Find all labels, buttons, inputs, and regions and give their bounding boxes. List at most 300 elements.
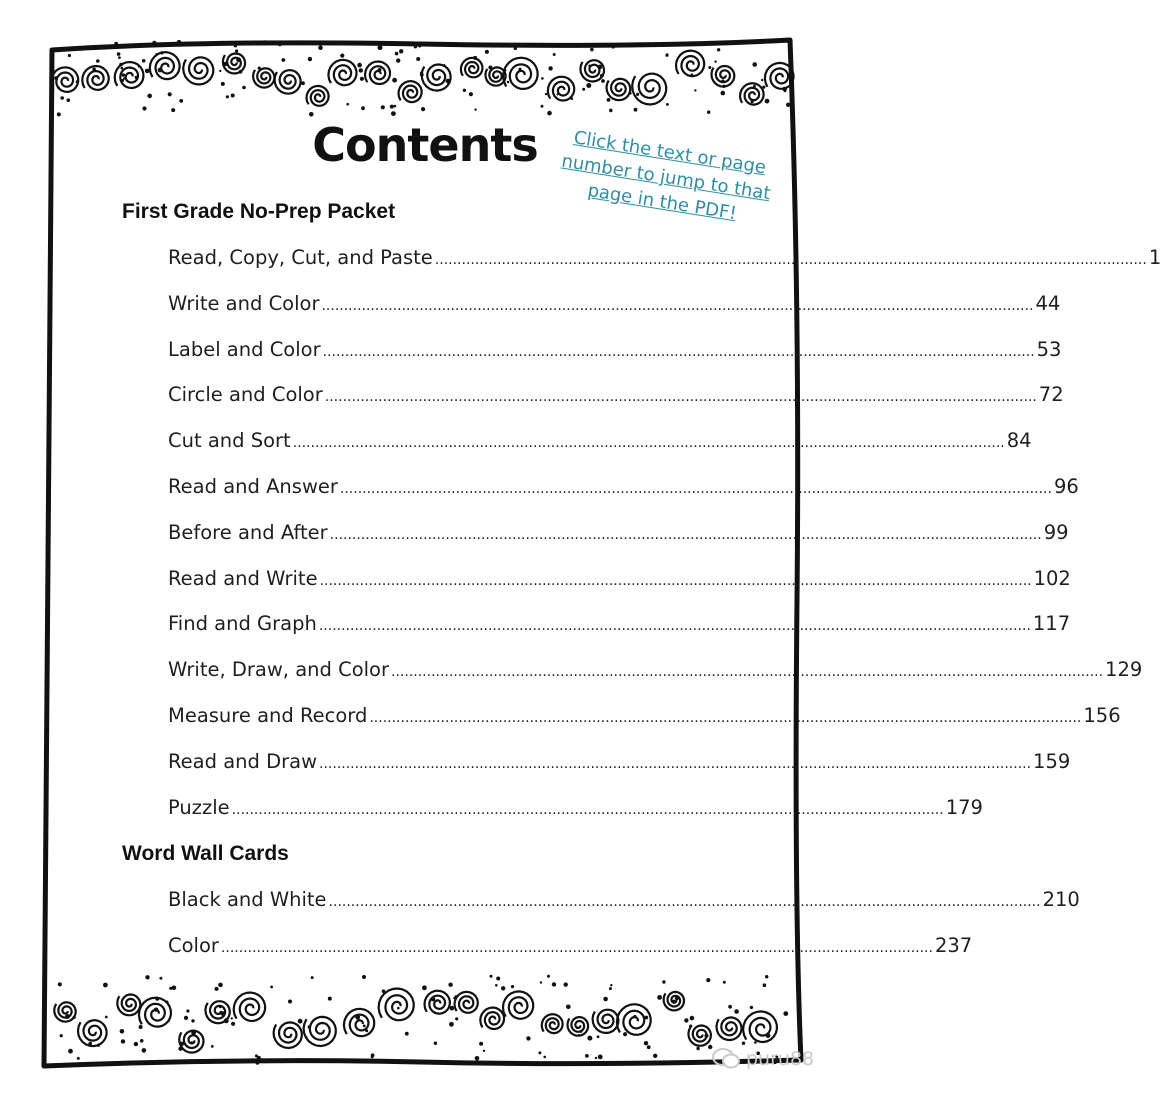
dot-ornament <box>463 89 466 92</box>
dot-ornament <box>281 58 285 62</box>
dot-ornament <box>564 982 568 986</box>
dot-ornament <box>742 1042 745 1045</box>
dot-ornament <box>396 58 400 62</box>
dot-ornament <box>580 1030 583 1033</box>
dot-ornament <box>226 95 229 98</box>
dot-ornament <box>636 93 639 96</box>
toc-entry-label[interactable]: Read, Copy, Cut, and Paste <box>168 246 433 269</box>
dot-ornament <box>223 63 226 66</box>
dot-ornament <box>784 89 787 92</box>
toc-page-number[interactable]: 179 <box>945 795 983 819</box>
dot-ornament <box>665 54 668 57</box>
dot-ornament <box>119 63 123 67</box>
dot-ornament <box>105 1016 108 1019</box>
dot-ornament <box>571 97 574 100</box>
dot-ornament <box>420 73 424 77</box>
toc-entry[interactable] <box>168 795 983 826</box>
toc-entry[interactable] <box>168 933 973 964</box>
dot-ornament <box>691 73 694 76</box>
dot-ornament <box>629 92 632 95</box>
dot-ornament <box>598 1055 603 1060</box>
dot-ornament <box>114 42 118 46</box>
toc-entry-label[interactable]: Cut and Sort <box>168 429 291 453</box>
dot-ornament <box>684 1018 688 1022</box>
dot-ornament <box>607 98 611 102</box>
dot-ornament <box>65 1014 70 1019</box>
swirl-ornament <box>676 51 704 77</box>
dot-ornament <box>578 1034 581 1037</box>
dot-ornament <box>418 44 421 47</box>
dot-ornament <box>120 1029 125 1034</box>
swirl-ornament <box>307 86 329 106</box>
swirl-ornament <box>78 1020 107 1046</box>
dot-ornament <box>242 86 246 90</box>
toc-page-number[interactable]: 210 <box>1042 888 1080 911</box>
swirl-ornament <box>425 991 450 1014</box>
dot-ornament <box>395 52 399 56</box>
dot-ornament <box>765 975 768 978</box>
dot-ornament <box>186 1009 189 1012</box>
dot-ornament <box>752 62 757 67</box>
toc-entry[interactable] <box>168 383 1064 413</box>
dot-ornament <box>566 1005 571 1010</box>
dot-ornament <box>218 983 223 988</box>
dot-ornament <box>92 68 96 72</box>
toc-entry[interactable] <box>168 658 1143 688</box>
dot-ornament <box>721 91 726 96</box>
dot-ornament <box>597 65 602 70</box>
toc-entry-label[interactable]: Read and Write <box>168 566 318 590</box>
dot-ornament <box>449 1022 454 1027</box>
swirl-ornament <box>275 70 301 94</box>
dot-ornament <box>207 1060 210 1063</box>
dot-ornament <box>696 1047 699 1050</box>
dot-ornament <box>706 978 710 982</box>
toc-entry[interactable] <box>168 337 1062 368</box>
dot-ornament <box>123 77 125 79</box>
dot-ornament <box>448 983 452 987</box>
swirl-ornament <box>253 68 274 87</box>
dot-ornament <box>362 975 366 979</box>
dot-ornament <box>371 1056 374 1059</box>
dot-ornament <box>215 987 219 991</box>
dot-leader: ................................................................................................................................................................ <box>318 618 1031 635</box>
dot-ornament <box>309 112 314 117</box>
dot-ornament <box>623 1032 627 1036</box>
dot-ornament <box>717 48 720 51</box>
dot-ornament <box>666 103 669 106</box>
dot-ornament <box>76 80 79 83</box>
dot-leader: ................................................................................................................................................................ <box>319 755 1032 772</box>
swirl-ornament <box>117 995 140 1016</box>
dot-ornament <box>485 50 489 54</box>
dot-ornament <box>422 985 427 990</box>
section-heading: Word Wall Cards <box>122 842 289 865</box>
dot-ornament <box>60 96 64 100</box>
dot-ornament <box>239 70 243 74</box>
dot-ornament <box>548 66 552 70</box>
toc-entry-label[interactable]: Label and Color <box>168 337 321 361</box>
watermark-text: puru88 <box>746 1048 815 1070</box>
watermark <box>712 1048 814 1070</box>
swirl-ornament <box>379 989 414 1021</box>
dot-ornament <box>675 996 679 1000</box>
dot-ornament <box>734 1009 739 1014</box>
toc-page-number[interactable]: 159 <box>1033 749 1071 773</box>
dot-ornament <box>219 70 221 72</box>
dot-ornament <box>58 982 62 986</box>
dot-ornament <box>761 79 763 81</box>
dot-ornament <box>633 1015 636 1018</box>
dot-ornament <box>754 1041 757 1044</box>
dot-ornament <box>603 997 608 1002</box>
dot-ornament <box>121 1039 125 1043</box>
dot-ornament <box>600 74 604 78</box>
toc-page-number[interactable]: 117 <box>1032 612 1071 636</box>
dot-ornament <box>518 68 521 71</box>
dot-ornament <box>308 57 312 61</box>
dot-ornament <box>328 997 332 1001</box>
toc-page-number[interactable]: 129 <box>1105 658 1143 682</box>
toc-entry[interactable] <box>168 566 1071 597</box>
swirl-ornament <box>717 1017 742 1040</box>
dot-ornament <box>145 69 150 74</box>
dot-ornament <box>416 57 420 61</box>
dot-ornament <box>553 53 556 56</box>
dot-ornament <box>552 982 556 986</box>
dot-ornament <box>360 77 364 81</box>
dot-ornament <box>541 77 544 80</box>
dot-ornament <box>301 81 305 85</box>
toc-entry-label[interactable]: Measure and Record <box>168 704 368 727</box>
toc-page-number[interactable]: 102 <box>1033 566 1071 590</box>
dot-ornament <box>211 1045 214 1048</box>
dot-ornament <box>263 40 267 44</box>
dot-ornament <box>490 975 493 978</box>
dot-ornament <box>311 976 314 979</box>
toc-entry-label[interactable]: Circle and Color <box>168 383 323 407</box>
swirl-ornament <box>617 1004 651 1035</box>
chat-bubble-icon <box>712 1048 740 1070</box>
dot-ornament <box>288 1000 292 1004</box>
swirl-ornament <box>422 65 451 91</box>
dot-ornament <box>298 1019 303 1024</box>
dot-ornament <box>689 1025 692 1028</box>
dot-ornament <box>179 99 183 103</box>
dot-leader: ................................................................................................................................................................ <box>328 894 1041 910</box>
dot-ornament <box>346 103 349 106</box>
dot-ornament <box>60 1034 63 1037</box>
dot-ornament <box>540 981 542 983</box>
swirl-ornament <box>542 1014 563 1033</box>
dot-ornament <box>601 79 605 83</box>
dot-ornament <box>88 1042 92 1046</box>
dot-ornament <box>475 1056 480 1061</box>
toc-entry[interactable] <box>168 704 1121 734</box>
dot-ornament <box>507 81 510 84</box>
toc-page-number[interactable]: 99 <box>1043 520 1069 544</box>
dot-ornament <box>514 47 517 50</box>
toc-entry[interactable] <box>168 291 1061 322</box>
swirl-ornament <box>399 81 422 102</box>
dot-ornament <box>159 977 162 980</box>
dot-ornament <box>405 1032 409 1036</box>
dot-ornament <box>77 1057 80 1060</box>
dot-ornament <box>142 59 146 63</box>
toc-page-number[interactable]: 84 <box>1006 429 1032 453</box>
dot-ornament <box>308 1025 311 1028</box>
dot-ornament <box>122 73 125 76</box>
swirl-ornament <box>580 60 604 81</box>
swirl-ornament <box>480 1008 504 1030</box>
dot-ornament <box>431 997 436 1002</box>
dot-ornament <box>496 977 500 981</box>
toc-page-number[interactable]: 53 <box>1036 337 1062 361</box>
swirl-ornament <box>607 79 631 100</box>
dot-ornament <box>541 105 544 108</box>
dot-ornament <box>177 40 182 45</box>
dot-ornament <box>142 106 146 110</box>
dot-ornament <box>483 1050 485 1052</box>
dot-ornament <box>67 98 71 102</box>
dot-ornament <box>576 1027 579 1030</box>
toc-entry[interactable] <box>168 612 1071 642</box>
swirl-ornament <box>712 66 735 87</box>
dot-ornament <box>455 1017 458 1020</box>
dot-ornament <box>590 48 594 52</box>
dot-ornament <box>394 105 397 108</box>
dot-ornament <box>378 68 382 72</box>
swirl-ornament <box>743 1011 777 1042</box>
swirl-ornament <box>461 58 483 78</box>
dot-ornament <box>361 106 365 110</box>
dot-ornament <box>495 984 498 987</box>
toc-entry[interactable] <box>168 520 1069 551</box>
dot-leader: ................................................................................................................................................................ <box>321 297 1034 314</box>
dot-ornament <box>547 111 552 116</box>
dot-ornament <box>155 53 157 55</box>
dot-ornament <box>479 1042 483 1046</box>
dot-ornament <box>103 983 108 988</box>
dot-ornament <box>305 1036 307 1038</box>
dot-ornament <box>57 112 61 116</box>
dot-ornament <box>391 111 396 116</box>
dot-ornament <box>298 43 301 46</box>
dot-ornament <box>231 94 235 98</box>
dot-leader: ................................................................................................................................................................ <box>319 572 1032 589</box>
dot-ornament <box>54 76 58 80</box>
dot-ornament <box>662 980 665 983</box>
dot-ornament <box>355 1015 360 1020</box>
dot-leader: ................................................................................................................................................................ <box>231 801 944 818</box>
dot-ornament <box>236 57 241 62</box>
dot-ornament <box>191 1019 194 1022</box>
dot-ornament <box>653 1054 657 1058</box>
dot-ornament <box>453 997 456 1000</box>
dot-ornament <box>765 99 770 104</box>
dot-ornament <box>707 111 710 114</box>
dot-ornament <box>501 986 505 990</box>
swirl-ornament <box>274 1022 302 1048</box>
jump-hint-link[interactable]: Click the text or page number to jump to that page in the PDF! <box>560 127 772 225</box>
dot-ornament <box>473 56 477 60</box>
dot-ornament <box>588 65 590 67</box>
swirl-ornament <box>503 58 537 89</box>
dot-ornament <box>340 54 344 58</box>
dot-ornament <box>160 51 163 54</box>
dot-ornament <box>357 63 362 68</box>
dot-ornament <box>504 69 507 72</box>
swirl-ornament <box>568 1017 589 1036</box>
dot-ornament <box>753 85 756 88</box>
dot-ornament <box>121 67 124 70</box>
dot-leader: ................................................................................................................................................................ <box>324 389 1037 406</box>
dot-ornament <box>73 1016 76 1019</box>
dot-ornament <box>234 44 237 47</box>
toc-entry[interactable] <box>168 246 1161 276</box>
swirl-ornament <box>593 1010 619 1033</box>
dot-ornament <box>139 1025 143 1029</box>
dot-ornament <box>193 1059 196 1062</box>
dot-ornament <box>382 989 386 993</box>
toc-entry-label[interactable]: Read and Answer <box>168 475 338 498</box>
dot-ornament <box>318 45 323 50</box>
dot-ornament <box>597 1035 600 1038</box>
dot-ornament <box>168 92 172 96</box>
dot-ornament <box>359 68 363 72</box>
dot-ornament <box>434 1042 437 1045</box>
dot-ornament <box>690 1016 695 1021</box>
dot-ornament <box>609 987 612 990</box>
dot-ornament <box>582 88 585 91</box>
dot-ornament <box>392 78 397 83</box>
toc-entry-label[interactable]: Before and After <box>168 520 328 544</box>
dot-leader: ................................................................................................................................................................ <box>220 939 933 956</box>
dot-ornament <box>184 1016 188 1020</box>
dot-ornament <box>762 86 765 89</box>
toc-page-number[interactable]: 72 <box>1038 383 1064 407</box>
dot-ornament <box>511 985 514 988</box>
dot-ornament <box>586 83 591 88</box>
dot-ornament <box>694 89 696 91</box>
dot-ornament <box>610 984 612 986</box>
toc-entry-label[interactable]: Color <box>168 933 219 957</box>
dot-ornament <box>728 1005 732 1009</box>
toc-page-number[interactable]: 1 <box>1148 246 1161 269</box>
dot-ornament <box>474 108 476 110</box>
toc-page-number[interactable]: 237 <box>934 933 973 957</box>
dot-ornament <box>155 997 159 1001</box>
dot-ornament <box>704 1034 708 1038</box>
swirl-ornament <box>54 1002 75 1021</box>
swirl-ornament <box>455 992 478 1013</box>
toc-page-number[interactable]: 156 <box>1083 704 1121 727</box>
dot-ornament <box>766 1033 771 1038</box>
dot-ornament <box>644 1016 648 1020</box>
section-heading: First Grade No-Prep Packet <box>122 200 396 223</box>
dot-ornament <box>97 1044 100 1047</box>
dot-leader: ................................................................................................................................................................ <box>292 435 1005 452</box>
dot-ornament <box>152 41 156 45</box>
dot-ornament <box>117 52 121 56</box>
dot-ornament <box>134 1042 138 1046</box>
dot-ornament <box>672 1000 676 1004</box>
dot-ornament <box>751 100 754 103</box>
toc-entry-label[interactable]: Write, Draw, and Color <box>168 658 390 682</box>
dot-ornament <box>723 981 726 984</box>
dot-ornament <box>721 79 724 82</box>
dot-ornament <box>657 995 662 1000</box>
dot-leader: ................................................................................................................................................................ <box>322 343 1035 360</box>
toc-entry-label[interactable]: Read and Draw <box>168 749 318 773</box>
dot-ornament <box>68 54 71 57</box>
toc-entry[interactable] <box>168 429 1032 459</box>
swirl-ornament <box>548 77 574 101</box>
dot-ornament <box>221 82 225 86</box>
dot-ornament <box>545 93 547 95</box>
dot-ornament <box>469 92 473 96</box>
dot-ornament <box>390 105 394 109</box>
dot-ornament <box>256 1061 260 1065</box>
toc-page-number[interactable]: 96 <box>1053 475 1079 498</box>
toc-entry-label[interactable]: Write and Color <box>168 291 320 315</box>
swirl-ornament <box>183 57 213 84</box>
dot-ornament <box>647 1045 651 1049</box>
dot-ornament <box>365 1029 368 1032</box>
dot-ornament <box>450 1006 455 1011</box>
dot-ornament <box>397 1007 400 1010</box>
dot-ornament <box>191 1030 196 1035</box>
dot-leader: ................................................................................................................................................................ <box>391 664 1104 681</box>
dot-ornament <box>526 1036 530 1040</box>
swirl-ornament <box>328 60 356 85</box>
dot-ornament <box>587 1036 592 1041</box>
toc-entry-label[interactable]: Find and Graph <box>168 612 317 636</box>
dot-ornament <box>142 1048 147 1053</box>
dot-ornament <box>116 46 119 49</box>
dot-ornament <box>783 1011 788 1016</box>
dot-ornament <box>169 987 172 990</box>
dot-leader: ................................................................................................................................................................ <box>434 252 1147 268</box>
dot-ornament <box>644 1041 648 1045</box>
dot-ornament <box>595 1057 597 1059</box>
dot-ornament <box>140 1039 144 1043</box>
dot-ornament <box>708 66 711 69</box>
dot-leader: ................................................................................................................................................................ <box>369 710 1082 726</box>
dot-ornament <box>609 109 613 113</box>
toc-entry[interactable] <box>168 888 1080 918</box>
dot-ornament <box>538 1051 541 1054</box>
dot-ornament <box>219 1005 222 1008</box>
toc-entry[interactable] <box>168 475 1079 505</box>
dot-ornament <box>399 49 403 53</box>
dot-ornament <box>171 108 175 112</box>
dot-ornament <box>786 103 790 107</box>
toc-entry-label[interactable]: Black and White <box>168 888 327 911</box>
dot-ornament <box>158 68 163 73</box>
swirl-ornament <box>234 993 265 1022</box>
dot-ornament <box>763 983 767 987</box>
dot-ornament <box>118 56 121 59</box>
dot-ornament <box>488 66 492 70</box>
dot-ornament <box>231 1017 233 1019</box>
dot-ornament <box>421 107 425 111</box>
toc-entry[interactable] <box>168 749 1071 780</box>
dot-ornament <box>255 1054 258 1057</box>
dot-ornament <box>443 64 445 66</box>
toc-page-number[interactable]: 44 <box>1035 291 1061 315</box>
toc-entry-label[interactable]: Puzzle <box>168 795 230 819</box>
